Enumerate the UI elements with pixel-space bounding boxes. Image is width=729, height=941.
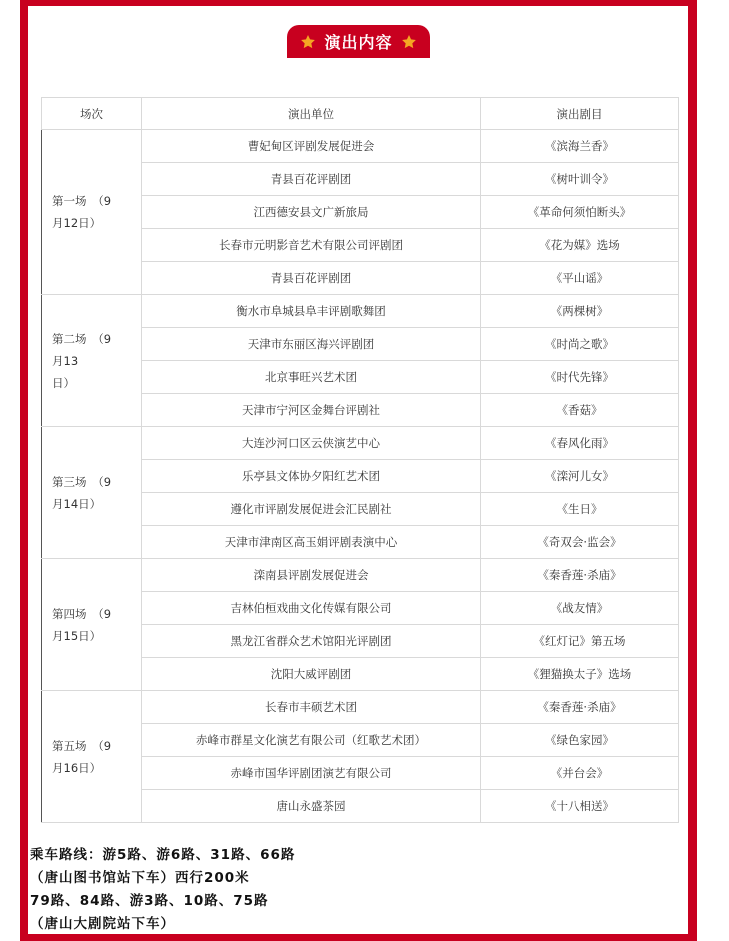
session-date-end: 日） — [52, 375, 75, 390]
play-cell: 《时尚之歌》 — [481, 328, 679, 361]
unit-cell: 曹妃甸区评剧发展促进会 — [142, 130, 481, 163]
play-cell: 《革命何须怕断头》 — [481, 196, 679, 229]
play-cell: 《滨海兰香》 — [481, 130, 679, 163]
header-session: 场次 — [42, 98, 142, 130]
play-cell: 《战友情》 — [481, 592, 679, 625]
unit-cell: 天津市宁河区金舞台评剧社 — [142, 394, 481, 427]
session-cell — [42, 427, 142, 559]
play-cell: 《生日》 — [481, 493, 679, 526]
unit-cell: 青县百花评剧团 — [142, 262, 481, 295]
unit-cell: 青县百花评剧团 — [142, 163, 481, 196]
session-date: 月15日） — [52, 628, 102, 643]
unit-cell: 乐亭县文体协夕阳红艺术团 — [142, 460, 481, 493]
play-cell: 《两棵树》 — [481, 295, 679, 328]
play-cell: 《香菇》 — [481, 394, 679, 427]
route-line: 乘车路线：游5路、游6路、31路、66路 — [30, 847, 296, 863]
performance-table — [41, 97, 679, 823]
unit-cell: 唐山永盛茶园 — [142, 790, 481, 823]
unit-cell: 沈阳大威评剧团 — [142, 658, 481, 691]
frame-border-left — [20, 0, 28, 941]
play-cell: 《狸猫换太子》选场 — [481, 658, 679, 691]
star-icon — [300, 34, 316, 50]
star-icon — [401, 34, 417, 50]
play-cell: 《并台会》 — [481, 757, 679, 790]
session-label: 第四场 （9 — [52, 606, 112, 621]
play-cell: 《时代先锋》 — [481, 361, 679, 394]
play-cell: 《花为媒》选场 — [481, 229, 679, 262]
session-cell — [42, 130, 142, 295]
session-cell — [42, 295, 142, 427]
table-row — [42, 295, 679, 328]
play-cell: 《绿色家园》 — [481, 724, 679, 757]
unit-cell: 黑龙江省群众艺术馆阳光评剧团 — [142, 625, 481, 658]
section-title-badge — [287, 25, 430, 58]
session-label: 第三场 （9 — [52, 474, 112, 489]
play-cell: 《平山谣》 — [481, 262, 679, 295]
session-date: 月16日） — [52, 760, 102, 775]
table-row — [42, 427, 679, 460]
session-label: 第二场 （9 — [52, 331, 112, 346]
play-cell: 《秦香莲·杀庙》 — [481, 691, 679, 724]
frame-border-right — [688, 0, 697, 941]
unit-cell: 长春市元明影音艺术有限公司评剧团 — [142, 229, 481, 262]
table-header-row — [42, 98, 679, 130]
session-label: 第一场 （9 — [52, 194, 112, 208]
unit-cell: 长春市丰硕艺术团 — [142, 691, 481, 724]
table-row — [42, 130, 679, 163]
session-date: 月12日） — [52, 216, 102, 230]
unit-cell: 北京事旺兴艺术团 — [142, 361, 481, 394]
unit-cell: 赤峰市国华评剧团演艺有限公司 — [142, 757, 481, 790]
unit-cell: 大连沙河口区云侠演艺中心 — [142, 427, 481, 460]
table-row — [42, 691, 679, 724]
play-cell: 《红灯记》第五场 — [481, 625, 679, 658]
play-cell: 《十八相送》 — [481, 790, 679, 823]
play-cell: 《奇双会·监会》 — [481, 526, 679, 559]
play-cell: 《秦香莲·杀庙》 — [481, 559, 679, 592]
unit-cell: 江西德安县文广新旅局 — [142, 196, 481, 229]
table-row — [42, 559, 679, 592]
frame-border-top — [20, 0, 697, 6]
route-line: （唐山图书馆站下车）西行200米 — [30, 870, 250, 886]
unit-cell: 吉林伯桓戏曲文化传媒有限公司 — [142, 592, 481, 625]
unit-cell: 衡水市阜城县阜丰评剧歌舞团 — [142, 295, 481, 328]
route-line: （唐山大剧院站下车） — [30, 916, 175, 932]
header-play: 演出剧目 — [481, 98, 679, 130]
play-cell: 《春风化雨》 — [481, 427, 679, 460]
play-cell: 《树叶训令》 — [481, 163, 679, 196]
session-cell — [42, 559, 142, 691]
unit-cell: 滦南县评剧发展促进会 — [142, 559, 481, 592]
header-unit: 演出单位 — [142, 98, 481, 130]
section-title: 演出内容 — [324, 33, 393, 52]
play-cell: 《滦河儿女》 — [481, 460, 679, 493]
unit-cell: 天津市津南区高玉娟评剧表演中心 — [142, 526, 481, 559]
unit-cell: 遵化市评剧发展促进会汇民剧社 — [142, 493, 481, 526]
session-cell — [42, 691, 142, 823]
session-date: 月13 — [52, 353, 79, 368]
session-label: 第五场 （9 — [52, 738, 112, 753]
route-line: 79路、84路、游3路、10路、75路 — [30, 893, 269, 909]
bus-route-info — [30, 844, 680, 936]
session-date: 月14日） — [52, 496, 102, 511]
unit-cell: 天津市东丽区海兴评剧团 — [142, 328, 481, 361]
unit-cell: 赤峰市群星文化演艺有限公司（红歌艺术团） — [142, 724, 481, 757]
